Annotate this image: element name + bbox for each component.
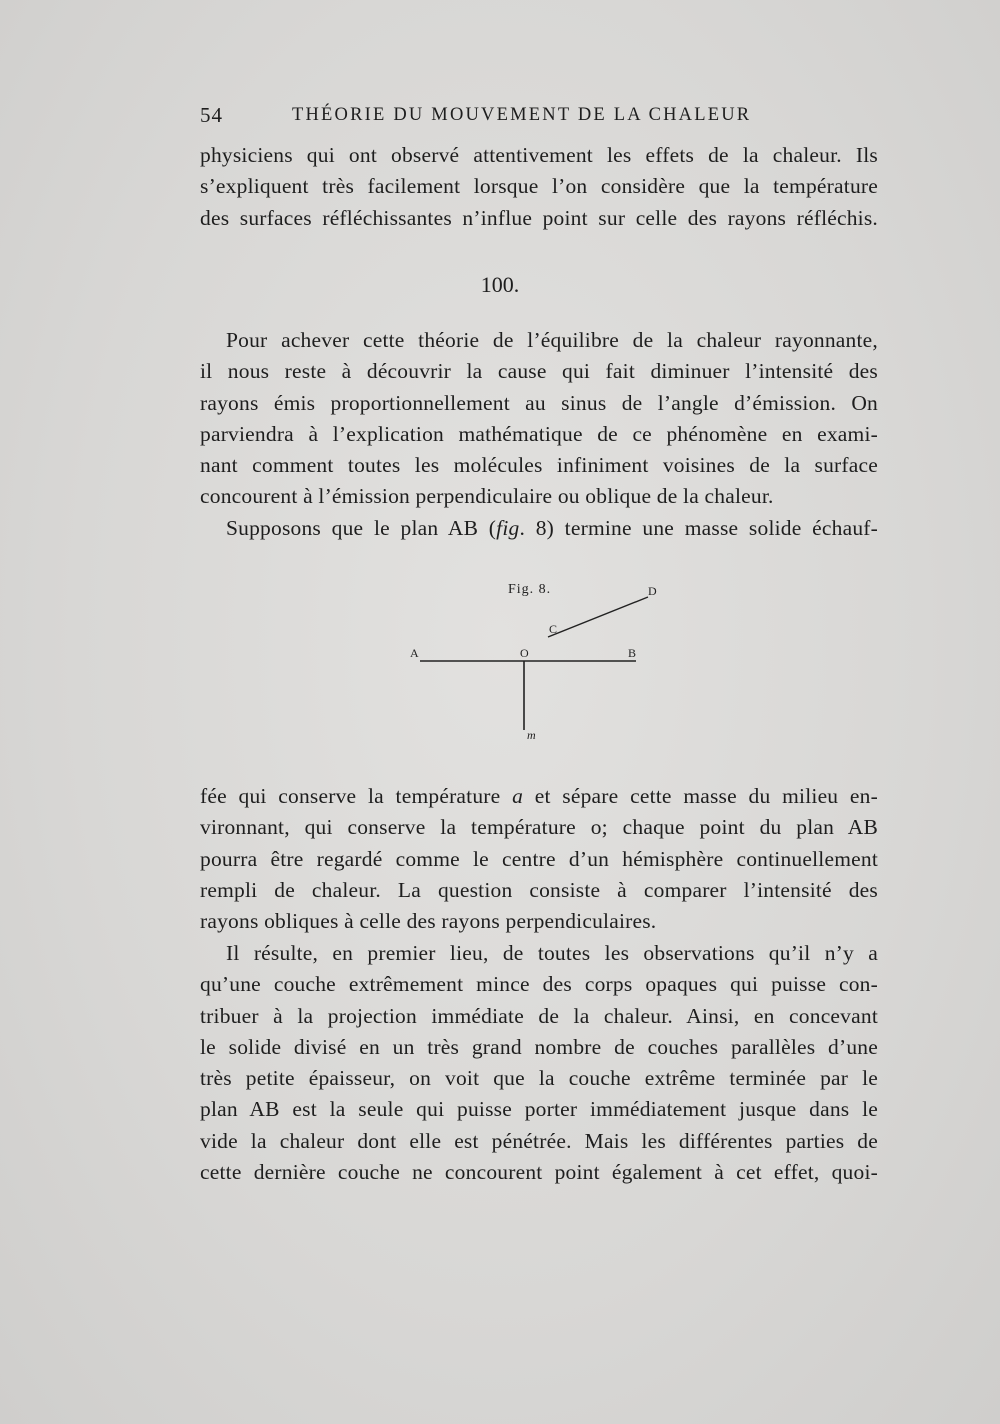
text-line: parviendra à l’explication mathématique de ce phénomène en exami- [200,421,878,446]
text-line: vironnant, qui conserve la température o; chaque point du plan AB [200,815,878,840]
text-run: et sépare cette masse du milieu en- [523,784,878,808]
running-title: THÉORIE DU MOUVEMENT DE LA CHALEUR [292,105,752,125]
paragraph-top [200,140,878,234]
figure-caption: Fig. 8. [508,582,552,597]
temperature-variable: a [512,784,524,808]
text-line: Pour achever cette théorie de l’équilibre de la chaleur rayonnante, [226,328,878,352]
text-line: s’expliquent très facilement lorsque l’on considère que la température [200,174,878,199]
text-run: Supposons que le plan AB ( [226,515,497,540]
text-line: pourra être regardé comme le centre d’un hémisphère continuellement [200,846,878,871]
page-number: 54 [200,103,223,127]
text-line: cette dernière couche ne concourent point également à cet effet, quoi- [200,1160,878,1185]
page-header [200,103,878,133]
text-line: plan AB est la seule qui puisse porter immédiatement jusque dans le [200,1097,878,1122]
text-line: très petite épaisseur, on voit que la couche extrême terminée par le [200,1066,878,1091]
text-line: Il résulte, en premier lieu, de toutes les observations qu’il n’y a [226,941,878,965]
text-line: concourent à l’émission perpendiculaire ou oblique de la chaleur. [200,484,774,509]
section-number: 100. [480,272,520,297]
label-c: C [549,622,558,636]
text-line: qu’une couche extrêmement mince des corps opaques qui puisse con- [200,972,878,997]
text-line: rayons obliques à celle des rayons perpendiculaires. [200,909,657,934]
label-o: O [520,646,529,660]
label-m: m [527,728,536,742]
text-line: tribuer à la projection immédiate de la chaleur. Ainsi, en concevant [200,1003,878,1028]
text-line-supposons [200,513,878,544]
figure-8-diagram [400,575,660,750]
label-a: A [410,646,419,660]
paragraph-equilibre [200,325,878,544]
text-line: nant comment toutes les molécules infiniment voisines de la surface [200,453,878,478]
label-d: D [648,584,657,598]
text-line: rempli de chaleur. La question consiste à comparer l’intensité des [200,877,878,902]
text-line: des surfaces réfléchissantes n’influe point sur celle des rayons réfléchis. [200,205,878,230]
label-b: B [628,646,637,660]
paragraph-solide [200,781,878,937]
text-run: . 8) termine une masse solide échauf- [519,515,878,540]
text-line: le solide divisé en un très grand nombre de couches parallèles d’une [200,1034,878,1059]
fig-reference: fig [496,515,520,540]
text-line [200,781,878,812]
paragraph-couche [200,938,878,1188]
figure-8 [400,575,660,750]
text-line: vide la chaleur dont elle est pénétrée. Mais les différentes parties de [200,1128,878,1153]
text-line: rayons émis proportionnellement au sinus de l’angle d’émission. On [200,390,878,415]
text-run: fée qui conserve la température [200,784,513,808]
ray-cd-line [548,597,648,637]
text-line: physiciens qui ont observé attentivement les effets de la chaleur. Ils [200,143,878,167]
text-line: il nous reste à découvrir la cause qui fait diminuer l’intensité des [200,359,878,384]
